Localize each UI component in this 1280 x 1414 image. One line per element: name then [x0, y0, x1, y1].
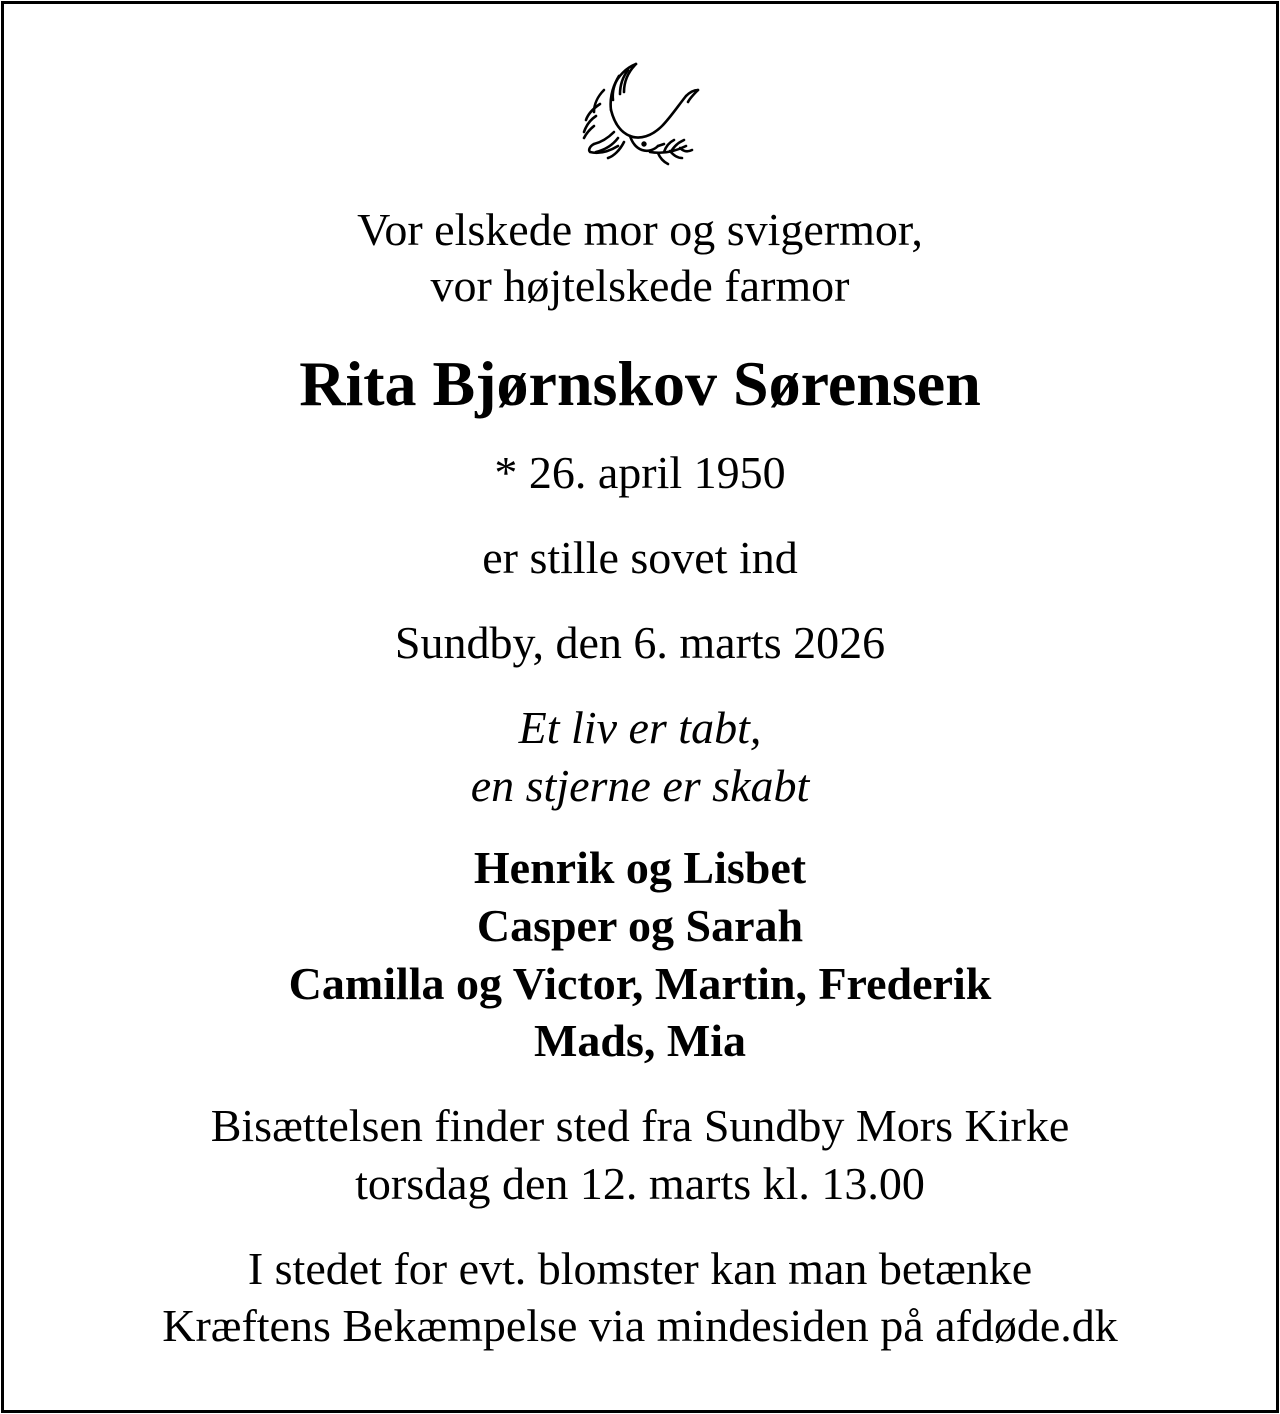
family-member-line: Mads, Mia [533, 1015, 747, 1066]
donation-info-line: I stedet for evt. blomster kan man betænke [247, 1243, 1033, 1294]
dove-icon [578, 60, 702, 172]
verse-line: en stjerne er skabt [470, 760, 810, 811]
passed-text: er stille sovet ind [482, 532, 798, 583]
intro-line: Vor elskede mor og svigermor, [357, 204, 923, 255]
birth-date: * 26. april 1950 [494, 447, 786, 498]
family-member-line: Henrik og Lisbet [473, 842, 807, 893]
funeral-info-line: Bisættelsen finder sted fra Sundby Mors Kirke [210, 1100, 1070, 1151]
funeral-info-line: torsdag den 12. marts kl. 13.00 [355, 1158, 925, 1209]
deceased-name: Rita Bjørnskov Sørensen [299, 348, 981, 419]
donation-info-line: Kræftens Bekæmpelse via mindesiden på afdøde.dk [162, 1300, 1118, 1351]
family-member-line: Casper og Sarah [476, 900, 804, 951]
family-member-line: Camilla og Victor, Martin, Frederik [288, 958, 992, 1009]
verse-line: Et liv er tabt, [518, 702, 762, 753]
place-and-date: Sundby, den 6. marts 2026 [394, 617, 886, 668]
intro-line: vor højtelskede farmor [430, 260, 850, 311]
